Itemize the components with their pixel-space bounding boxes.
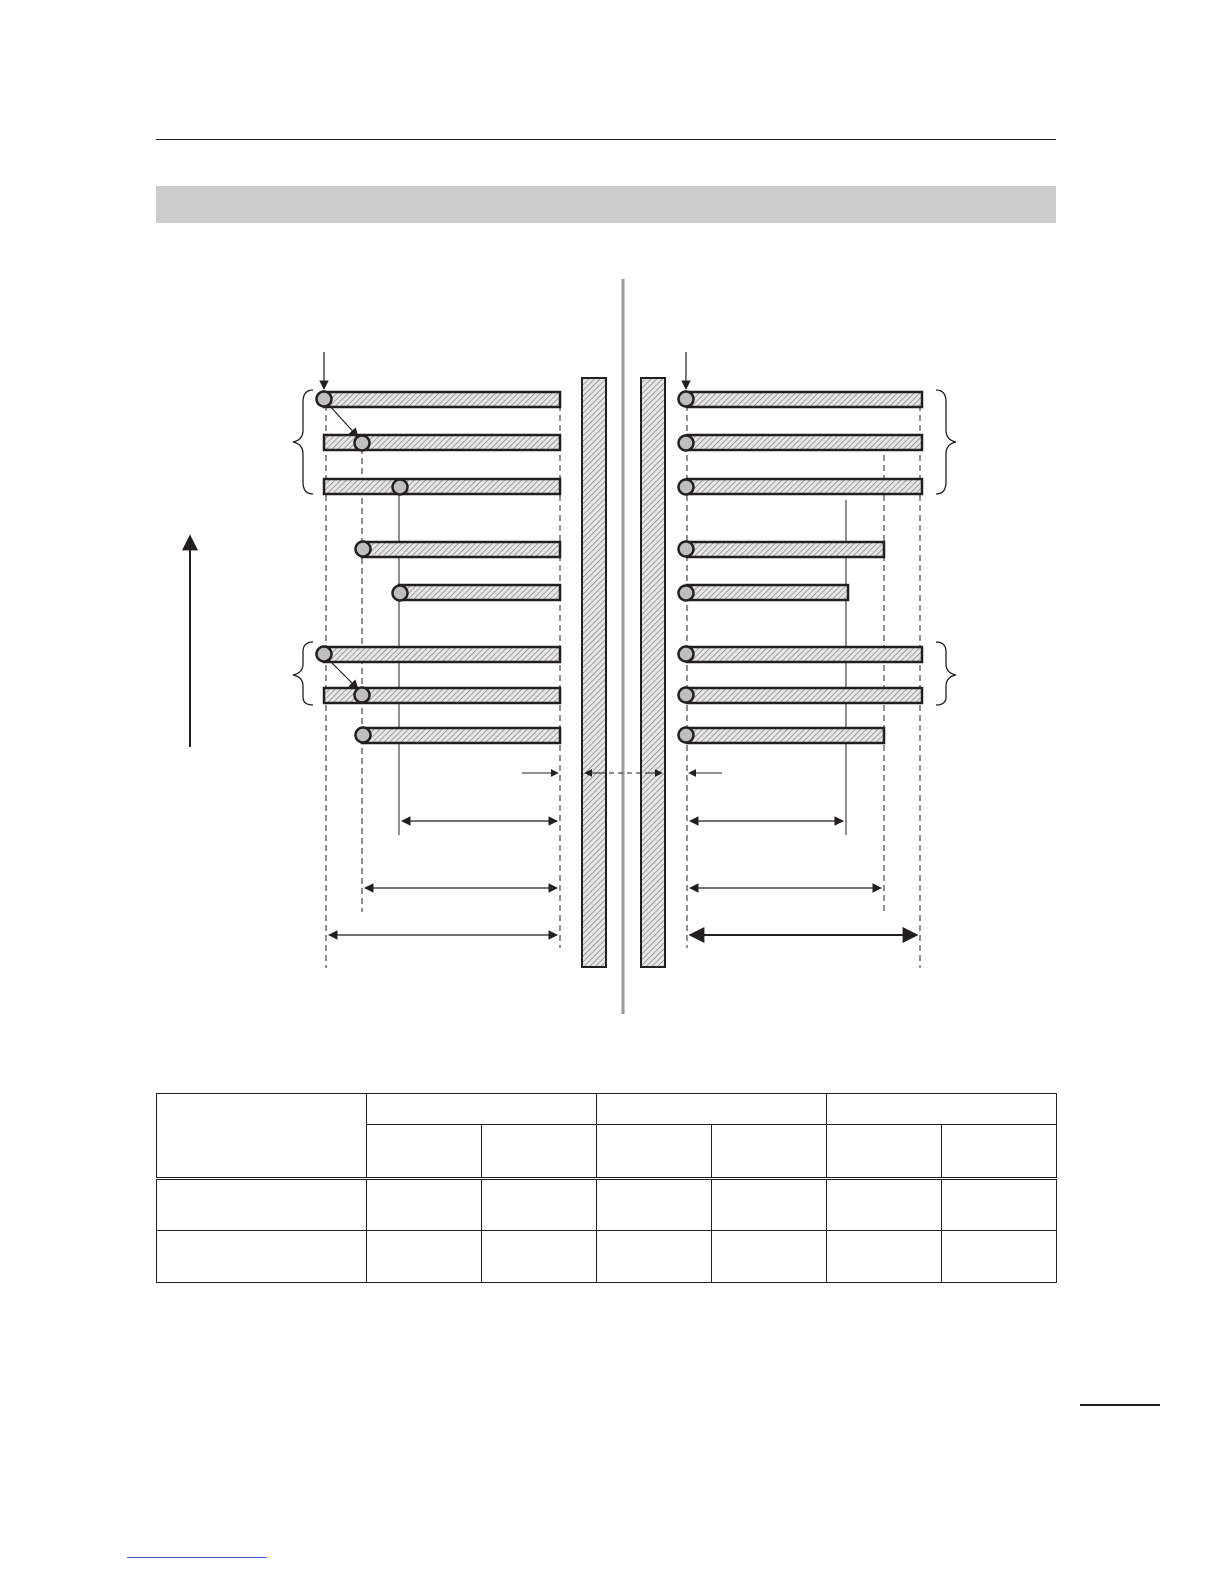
right-bar (687, 688, 922, 703)
left-bar (362, 728, 560, 743)
right-bar (687, 542, 884, 557)
right-bar (687, 728, 884, 743)
right-knob (679, 647, 694, 662)
table-cell (942, 1179, 1057, 1231)
step-arrow (328, 659, 358, 689)
right-plate (641, 378, 665, 967)
left-knob (393, 586, 408, 601)
left-brace (293, 390, 313, 494)
group-header (827, 1094, 1057, 1125)
left-bar (324, 647, 560, 662)
table-cell (597, 1179, 712, 1231)
left-knob (355, 436, 370, 451)
table-cell (482, 1179, 597, 1231)
right-knob (679, 392, 694, 407)
subheader-cell (367, 1125, 482, 1179)
left-plate (582, 378, 606, 967)
right-brace (936, 642, 956, 705)
right-bar (687, 479, 922, 494)
subheader-cell (712, 1125, 827, 1179)
left-knob (317, 647, 332, 662)
right-brace (936, 390, 956, 494)
right-bar (687, 392, 922, 407)
left-bar (399, 585, 560, 600)
right-knob (679, 586, 694, 601)
subheader-cell (482, 1125, 597, 1179)
row-label (157, 1179, 367, 1231)
left-brace (293, 642, 313, 705)
left-knob (356, 728, 371, 743)
right-knob (679, 480, 694, 495)
table-cell (712, 1179, 827, 1231)
table-cell (367, 1179, 482, 1231)
row-header-cell (157, 1094, 367, 1179)
group-header (367, 1094, 597, 1125)
row-label (157, 1231, 367, 1283)
table-cell (942, 1231, 1057, 1283)
left-knob (356, 542, 371, 557)
step-arrow (328, 404, 358, 437)
right-knob (679, 542, 694, 557)
table-cell (597, 1231, 712, 1283)
left-bar (324, 479, 560, 494)
left-knob (355, 688, 370, 703)
right-knob (679, 728, 694, 743)
right-knob (679, 688, 694, 703)
left-bar (362, 542, 560, 557)
group-header (597, 1094, 827, 1125)
table-cell (827, 1231, 942, 1283)
table-cell (827, 1179, 942, 1231)
data-table (156, 1093, 1057, 1283)
table-cell (712, 1231, 827, 1283)
subheader-cell (827, 1125, 942, 1179)
right-bar (687, 585, 848, 600)
table-row (157, 1179, 1057, 1231)
table-row (157, 1231, 1057, 1283)
table-cell (367, 1231, 482, 1283)
subheader-cell (942, 1125, 1057, 1179)
left-bar (324, 392, 560, 407)
right-bar (687, 647, 922, 662)
left-knob (393, 480, 408, 495)
footer-link-underline[interactable] (127, 1557, 267, 1558)
subheader-cell (597, 1125, 712, 1179)
page-number-rule (1080, 1404, 1160, 1406)
table-cell (482, 1231, 597, 1283)
right-knob (679, 436, 694, 451)
left-knob (317, 392, 332, 407)
right-bar (687, 435, 922, 450)
